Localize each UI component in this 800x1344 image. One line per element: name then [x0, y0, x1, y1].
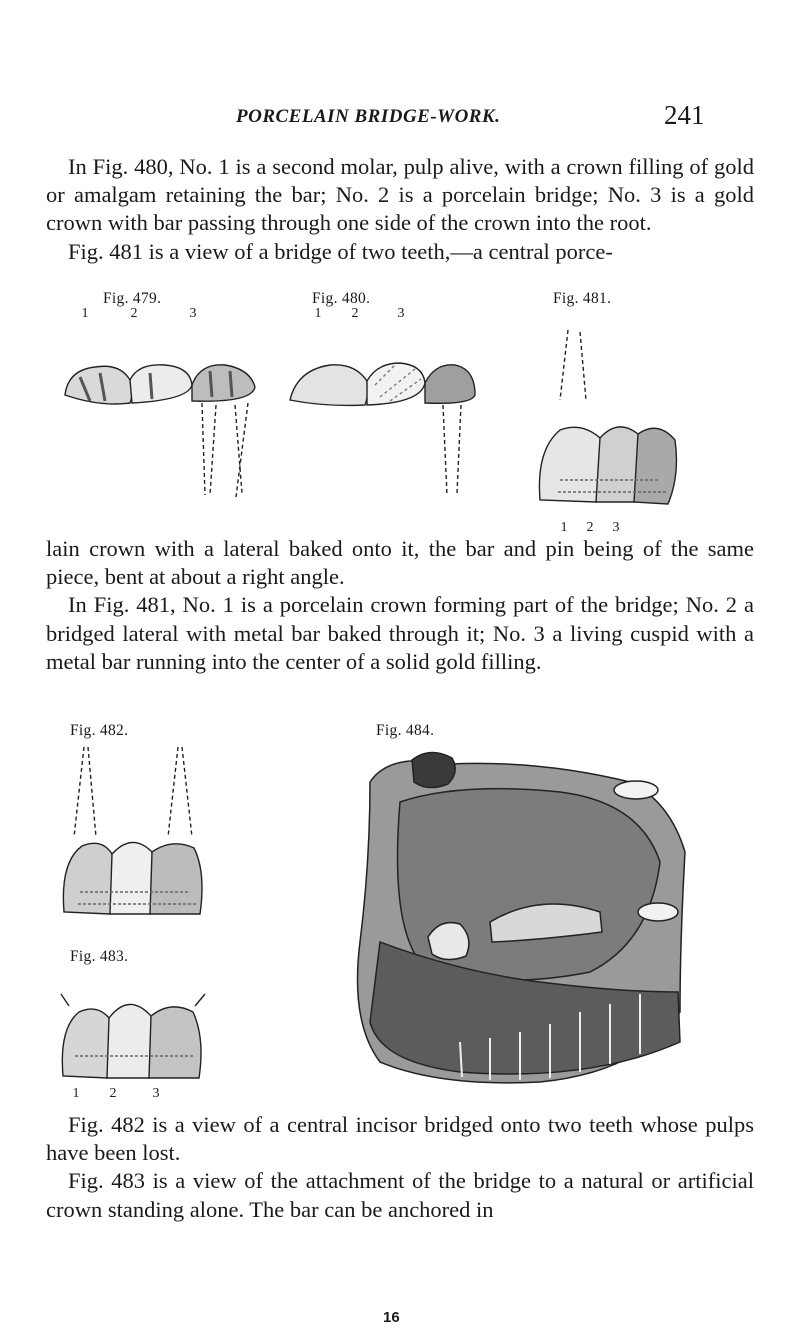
text-block-bottom	[46, 1111, 754, 1224]
signature-mark: 16	[383, 1309, 400, 1326]
fig483-number-2: 2	[109, 1086, 117, 1101]
fig479-number-1: 1	[81, 306, 89, 321]
fig481-illustration	[530, 310, 690, 510]
paragraph-fig481-start: Fig. 481 is a view of a bridge of two teeth,—a central porce-	[68, 238, 613, 264]
fig480-number-1: 1	[314, 306, 322, 321]
paragraph-fig483: Fig. 483 is a view of the attachment of the bridge to a natural or artificial crown standing alone. The bar can be anchored in	[46, 1168, 754, 1222]
fig483-number-3: 3	[152, 1086, 160, 1101]
text-block-top	[46, 153, 754, 266]
page-number: 241	[664, 100, 705, 130]
fig480-number-2: 2	[351, 306, 359, 321]
fig479-number-2: 2	[130, 306, 138, 321]
fig481-number-1: 1	[560, 520, 568, 535]
fig483-numbers	[63, 1086, 175, 1102]
paragraph-fig481-end: lain crown with a lateral baked onto it, the bar and pin being of the same piece, bent at about a right angle.	[46, 536, 754, 590]
fig481-label: Fig. 481.	[553, 290, 612, 307]
fig479-number-3: 3	[189, 306, 197, 321]
fig481-number-3: 3	[612, 520, 620, 535]
fig481-numbers	[551, 520, 629, 536]
fig480-numbers	[305, 306, 423, 322]
fig482-label: Fig. 482.	[70, 722, 129, 739]
paragraph-fig480: In Fig. 480, No. 1 is a second molar, pulp alive, with a crown filling of gold or amalgam retaining the bar; No. 2 is a porcelain bridge; No. 3 is a gold crown with bar passing through one side of the crown into the root.	[46, 154, 754, 236]
running-header-title: PORCELAIN BRIDGE-WORK.	[236, 106, 501, 127]
fig484-illustration	[340, 742, 700, 1087]
fig482-illustration	[60, 742, 220, 917]
fig483-number-1: 1	[72, 1086, 80, 1101]
paragraph-fig481-detail: In Fig. 481, No. 1 is a porcelain crown forming part of the bridge; No. 2 a bridged lateral with metal bar baked through it; No. 3 a living cuspid with a metal bar running into the center of a solid gold filling.	[46, 592, 754, 674]
fig480-illustration	[285, 325, 500, 500]
fig479-label: Fig. 479.	[103, 290, 162, 307]
fig480-number-3: 3	[397, 306, 405, 321]
fig483-illustration	[55, 966, 215, 1081]
paragraph-fig482: Fig. 482 is a view of a central incisor bridged onto two teeth whose pulps have been lost.	[46, 1112, 754, 1166]
fig484-label: Fig. 484.	[376, 722, 435, 739]
text-block-middle	[46, 535, 754, 676]
fig479-illustration	[60, 325, 270, 505]
fig479-numbers	[72, 306, 216, 322]
fig480-label: Fig. 480.	[312, 290, 371, 307]
fig483-label: Fig. 483.	[70, 948, 129, 965]
fig481-number-2: 2	[586, 520, 594, 535]
